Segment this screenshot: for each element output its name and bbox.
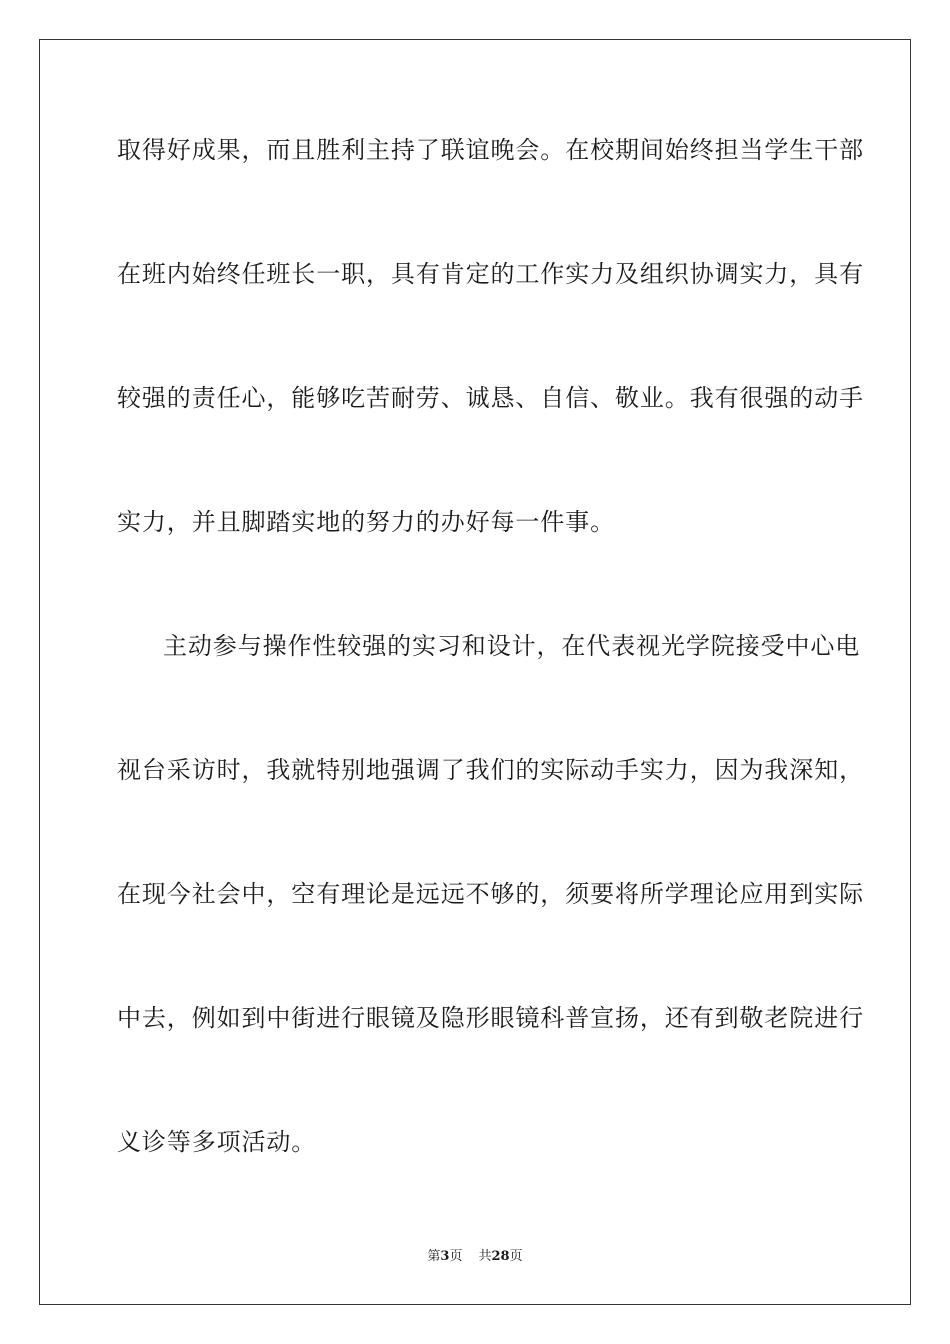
page-suffix: 页: [449, 1249, 463, 1264]
body-text-line: 实力，并且脚踏实地的努力的办好每一件事。: [117, 508, 615, 536]
body-text-line: 取得好成果，而且胜利主持了联谊晚会。在校期间始终担当学生干部: [117, 136, 864, 164]
page-footer: [0, 1248, 950, 1266]
body-text-line: 在班内始终任班长一职，具有肯定的工作实力及组织协调实力，具有: [117, 260, 864, 288]
body-text-line: 在现今社会中，空有理论是远远不够的，须要将所学理论应用到实际: [117, 880, 864, 908]
page-prefix: 第: [427, 1249, 441, 1264]
page-number: 3: [440, 1249, 450, 1264]
paragraph-first-line: 主动参与操作性较强的实习和设计，在代表视光学院接受中心电: [163, 632, 861, 660]
body-text-line: 较强的责任心，能够吃苦耐劳、诚恳、自信、敬业。我有很强的动手: [117, 384, 864, 412]
total-suffix: 页: [509, 1249, 523, 1264]
body-text-line: 义诊等多项活动。: [117, 1128, 317, 1156]
total-pages: 28: [491, 1249, 510, 1264]
body-text-line: 视台采访时，我就特别地强调了我们的实际动手实力，因为我深知，: [117, 756, 864, 784]
total-prefix: 共: [478, 1249, 492, 1264]
page-border: [39, 39, 911, 1305]
body-text-line: 中去，例如到中街进行眼镜及隐形眼镜科普宣扬，还有到敬老院进行: [117, 1004, 864, 1032]
